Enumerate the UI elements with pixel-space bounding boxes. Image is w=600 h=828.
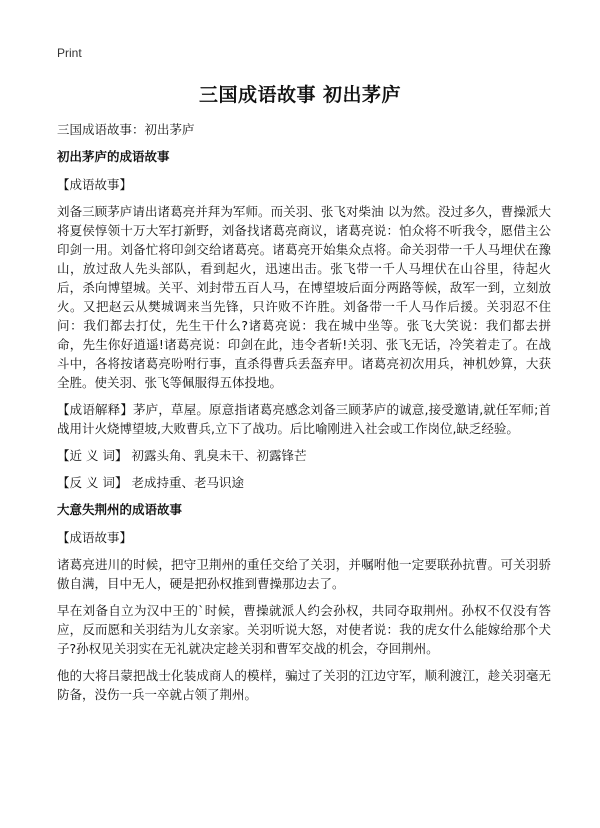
article-subtitle: 三国成语故事：初出茅庐 <box>57 122 195 137</box>
antonyms-text: 老成持重、老马识途 <box>131 475 244 490</box>
story-paragraph: 刘备三顾茅庐请出诸葛亮并拜为军师。而关羽、张飞对柴油 以为然。没过多久，曹操派大将夏侯惇领十万大军打新野，刘备找诸葛亮商议，诸葛亮说：怕众将不听我令，愿借主公印剑一用。刘备忙将印剑交给诸葛亮。诸葛亮开始集众点将。命关羽带一千人马埋伏在豫山，放过敌人先头部队，看到起火，迅速出击。张飞带一千人马埋伏在山谷里，待起火后，杀向博望城。关平、刘封带五百人马，在博望坡后面分两路等候，敌军一到，立刻放火。又把赵云从樊城调来当先锋，只许败不许胜。刘备带一千人马作后援。关羽忍不住问：我们都去打仗，先生干什么?诸葛亮说：我在城中坐等。张飞大笑说：我们都去拼命，先生你好逍遥!诸葛亮说：印剑在此，违令者斩!关羽、张飞无话，冷笑着走了。在战斗中，各将按诸葛亮吩咐行事，直杀得曹兵丢盔弃甲。诸葛亮初次用兵，神机妙算，大获全胜。使关羽、张飞等佩服得五体投地。 <box>57 204 551 390</box>
synonyms-text: 初露头角、乳臭未干、初露锋芒 <box>131 448 307 463</box>
section-heading: 初出茅庐的成语故事 <box>57 149 170 164</box>
print-link[interactable]: Print <box>57 46 82 60</box>
antonyms <box>57 473 551 492</box>
antonyms-label: 【反 义 词】 <box>57 475 128 490</box>
idiom-explanation <box>57 400 551 438</box>
page-title: 三国成语故事 初出茅庐 <box>198 84 402 106</box>
story-label: 【成语故事】 <box>57 530 133 545</box>
section-heading: 大意失荆州的成语故事 <box>57 502 183 517</box>
section-dayi-shi-jingzhou <box>57 500 551 704</box>
section-chuchu-maolu <box>57 147 551 492</box>
synonyms-label: 【近 义 词】 <box>57 448 128 463</box>
synonyms <box>57 446 551 465</box>
story-paragraph: 他的大将吕蒙把战士化装成商人的模样，骗过了关羽的江边守军，顺利渡江，趁关羽毫无防备，没伤一兵一卒就占领了荆州。 <box>57 668 551 702</box>
story-label: 【成语故事】 <box>57 177 133 192</box>
story-paragraph: 早在刘备自立为汉中王的`时候，曹操就派人约会孙权，共同夺取荆州。孙权不仅没有答应，反而愿和关羽结为儿女亲家。关羽听说大怒，对使者说：我的虎女什么能嫁给那个犬子?孙权见关羽实在无礼就决定趁关羽和曹军交战的机会，夺回荆州。 <box>57 603 551 656</box>
explain-label: 【成语解释】 <box>57 402 134 417</box>
explain-text: 茅庐，草屋。原意指诸葛亮感念刘备三顾茅庐的诚意,接受邀请,就任军师;首战用计火烧博望坡,大败曹兵,立下了战功。后比喻刚进入社会或工作岗位,缺乏经验。 <box>57 402 551 436</box>
article-body <box>57 120 551 712</box>
story-paragraph: 诸葛亮进川的时候，把守卫荆州的重任交给了关羽，并嘱咐他一定要联孙抗曹。可关羽骄傲自满，目中无人，硬是把孙权推到曹操那边去了。 <box>57 557 551 591</box>
